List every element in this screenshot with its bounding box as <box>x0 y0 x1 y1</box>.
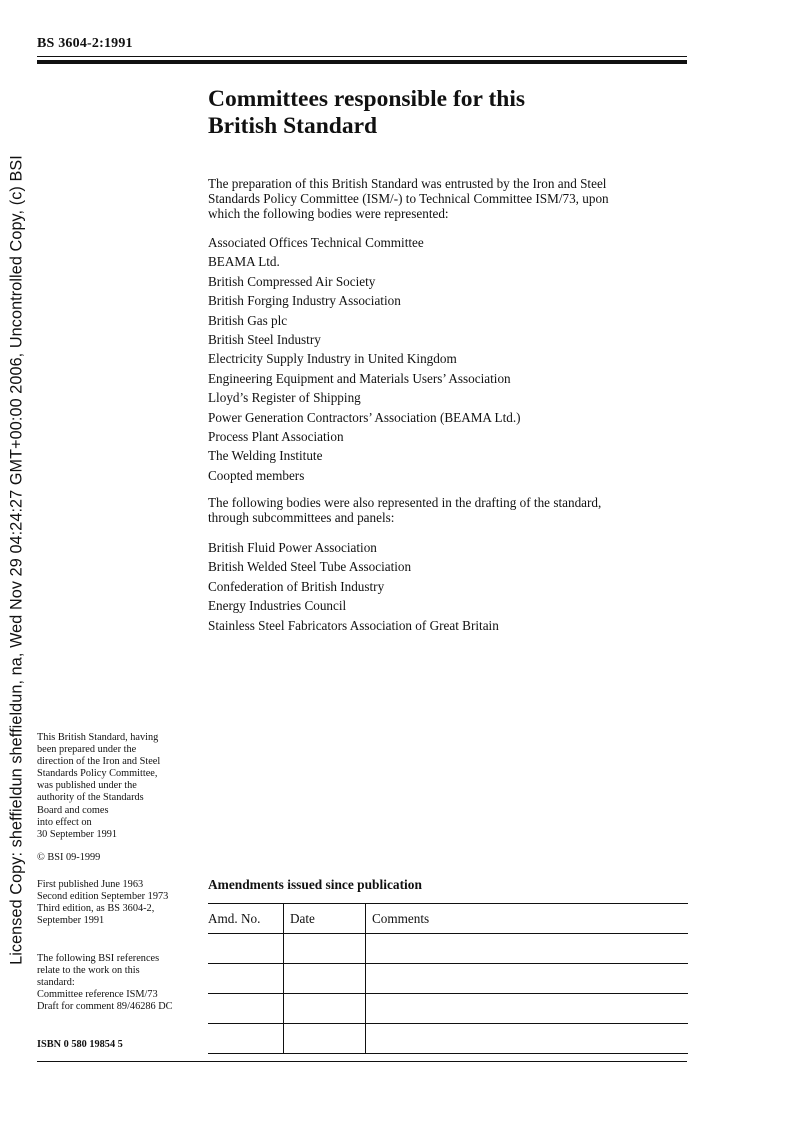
publication-note-line: 30 September 1991 <box>37 828 118 840</box>
edition-line: First published June 1963 <box>37 879 144 890</box>
list-item: Electricity Supply Industry in United Kingdom <box>208 351 457 367</box>
edition-history <box>37 879 197 927</box>
table-row <box>208 994 688 1024</box>
list-item: Engineering Equipment and Materials Users’ Association <box>208 370 511 386</box>
drafting-paragraph <box>208 495 698 525</box>
publication-note <box>37 732 197 841</box>
list-item: British Gas plc <box>208 312 288 328</box>
table-cell <box>208 934 284 964</box>
intro-line-2: Standards Policy Committee (ISM/-) to Technical Committee ISM/73, upon <box>208 191 609 206</box>
page-title-line-2: British Standard <box>208 113 378 139</box>
table-cell <box>366 994 689 1024</box>
publication-note-line: This British Standard, having <box>37 732 159 743</box>
document-code: BS 3604-2:1991 <box>37 36 133 51</box>
list-item: Stainless Steel Fabricators Association of Great Britain <box>208 617 499 633</box>
column-header-comments: Comments <box>366 904 689 934</box>
publication-note-line: direction of the Iron and Steel <box>37 756 161 768</box>
publication-note-line: was published under the <box>37 780 137 792</box>
edition-line: Third edition, as BS 3604-2, <box>37 903 155 915</box>
license-watermark-text: Licensed Copy: sheffieldun sheffieldun, na, Wed Nov 29 04:24:27 GMT+00:00 2006, Uncontrolled Copy, (c) BSI <box>7 155 26 965</box>
table-row <box>208 1024 688 1054</box>
publication-note-line: into effect on <box>37 816 92 828</box>
table-cell <box>208 1024 284 1054</box>
list-item: British Compressed Air Society <box>208 273 376 289</box>
isbn: ISBN 0 580 19854 5 <box>37 1039 123 1050</box>
page-title-line-1: Committees responsible for this <box>208 86 526 112</box>
list-item: Confederation of British Industry <box>208 578 385 594</box>
edition-line: Second edition September 1973 <box>37 891 169 903</box>
reference-line: Draft for comment 89/46286 DC <box>37 1001 173 1013</box>
table-cell <box>366 964 689 994</box>
list-item: BEAMA Ltd. <box>208 254 280 270</box>
table-cell <box>284 1024 366 1054</box>
list-item: Energy Industries Council <box>208 598 347 614</box>
reference-line: standard: <box>37 977 75 989</box>
list-item: Process Plant Association <box>208 428 344 444</box>
drafting-bodies-list <box>208 540 688 637</box>
table-cell <box>366 934 689 964</box>
table-cell <box>284 994 366 1024</box>
publication-note-line: Standards Policy Committee, <box>37 768 158 780</box>
list-item: British Forging Industry Association <box>208 293 401 309</box>
table-row <box>208 964 688 994</box>
list-item: British Steel Industry <box>208 331 321 347</box>
header-rule-thick <box>37 60 687 64</box>
intro-paragraph <box>208 176 698 221</box>
table-row <box>208 934 688 964</box>
list-item: British Fluid Power Association <box>208 540 377 555</box>
list-item: Power Generation Contractors’ Association (BEAMA Ltd.) <box>208 409 521 425</box>
reference-line: relate to the work on this <box>37 965 140 977</box>
publication-note-line: been prepared under the <box>37 744 137 756</box>
drafting-line-1: The following bodies were also represented in the drafting of the standard, <box>208 495 602 510</box>
list-item: British Welded Steel Tube Association <box>208 559 412 575</box>
table-cell <box>284 964 366 994</box>
table-cell <box>366 1024 689 1054</box>
reference-line: The following BSI references <box>37 953 160 964</box>
reference-line: Committee reference ISM/73 <box>37 989 158 1001</box>
footer-rule <box>37 1061 687 1062</box>
list-item: Lloyd’s Register of Shipping <box>208 390 361 406</box>
bsi-references <box>37 953 197 1013</box>
table-cell <box>284 934 366 964</box>
copyright-notice: © BSI 09-1999 <box>37 852 101 863</box>
license-watermark <box>0 0 34 1122</box>
drafting-line-2: through subcommittees and panels: <box>208 510 395 525</box>
table-cell <box>208 994 284 1024</box>
page-title <box>208 86 668 140</box>
intro-line-1: The preparation of this British Standard was entrusted by the Iron and Steel <box>208 176 607 191</box>
publication-note-line: Board and comes <box>37 804 109 816</box>
intro-line-3: which the following bodies were represented: <box>208 206 449 221</box>
table-header-row <box>208 904 688 934</box>
edition-line: September 1991 <box>37 915 105 927</box>
amendments-heading: Amendments issued since publication <box>208 877 422 892</box>
list-item: The Welding Institute <box>208 448 323 464</box>
list-item: Associated Offices Technical Committee <box>208 235 424 250</box>
column-header-amd-no: Amd. No. <box>208 904 284 934</box>
header-rule-thin <box>37 56 687 57</box>
represented-bodies-list <box>208 235 688 487</box>
column-header-date: Date <box>284 904 366 934</box>
list-item: Coopted members <box>208 467 305 483</box>
publication-note-line: authority of the Standards <box>37 792 144 804</box>
table-cell <box>208 964 284 994</box>
amendments-table <box>208 903 688 1054</box>
